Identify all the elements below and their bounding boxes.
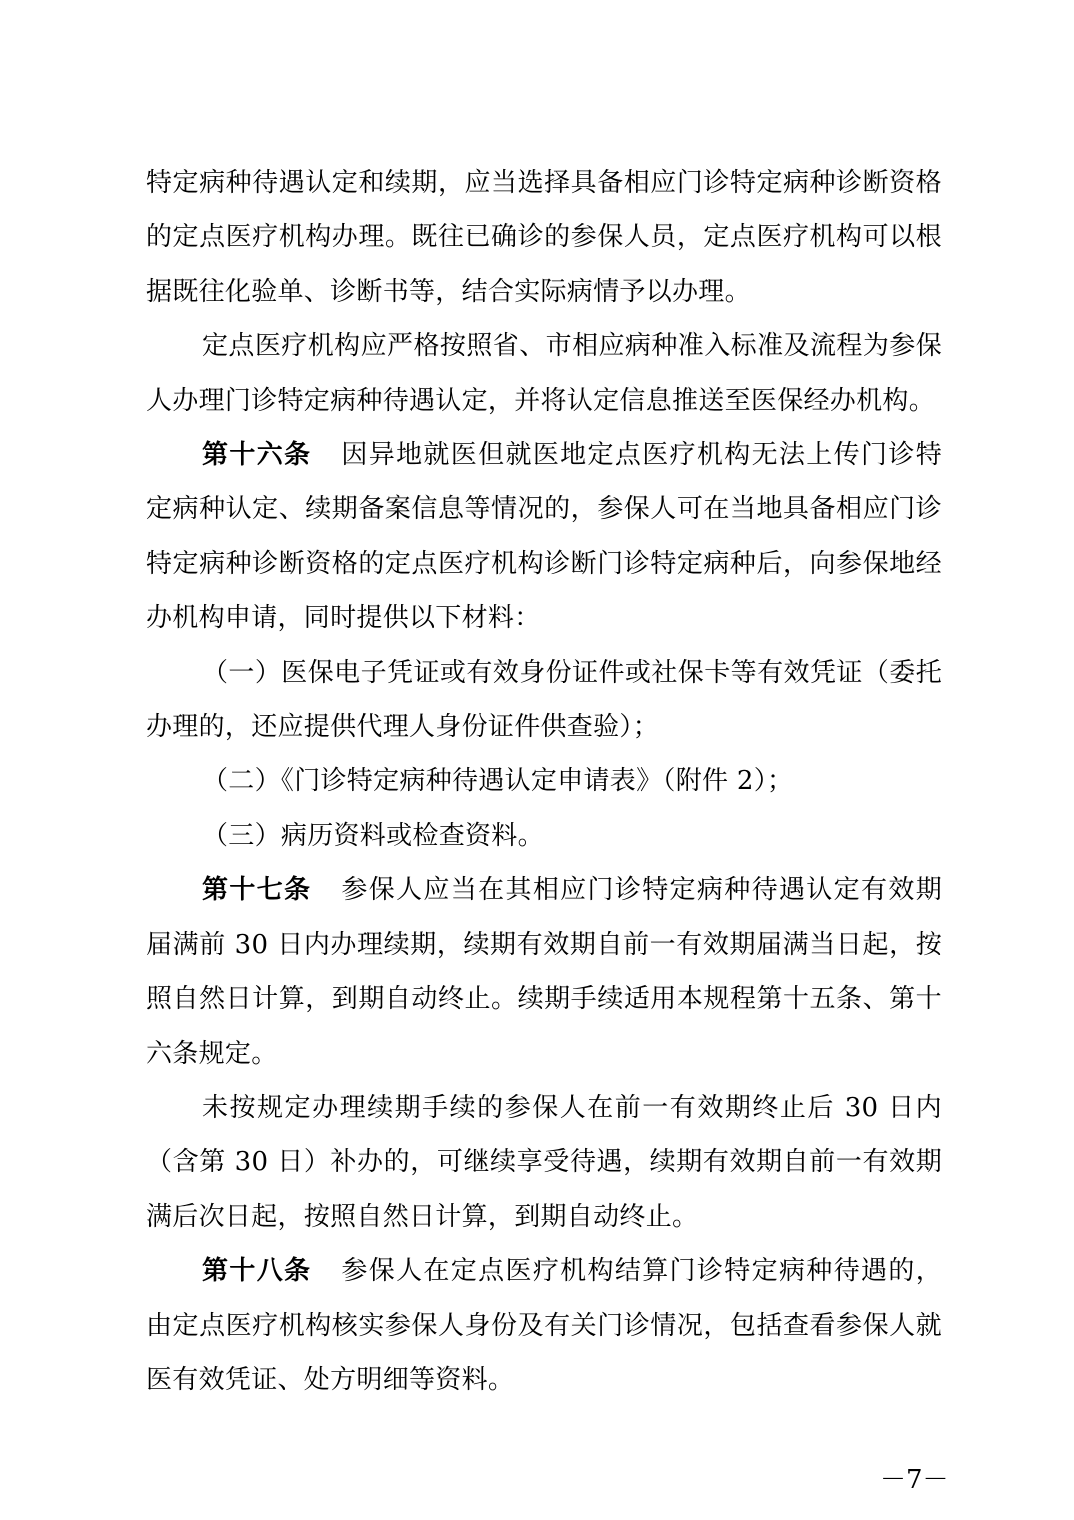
paragraph	[146, 1081, 942, 1244]
list-item	[146, 754, 942, 808]
list-item	[146, 809, 942, 863]
page-number: －7－	[880, 1465, 949, 1495]
article-text: 因异地就医但就医地定点医疗机构无法上传门诊特定病种认定、续期备案信息等情况的，参保人可在当地具备相应门诊特定病种诊断资格的定点医疗机构诊断门诊特定病种后，向参保地经办机构申请，同时提供以下材料：	[146, 440, 942, 634]
article-seventeen	[146, 863, 942, 1081]
article-title: 第十八条	[202, 1256, 312, 1287]
article-sixteen	[146, 428, 942, 646]
article-title: 第十六条	[202, 440, 312, 471]
article-title: 第十七条	[202, 875, 312, 906]
paragraph-continuation	[146, 156, 942, 319]
paragraph-text: 特定病种待遇认定和续期，应当选择具备相应门诊特定病种诊断资格的定点医疗机构办理。既往已确诊的参保人员，定点医疗机构可以根据既往化验单、诊断书等，结合实际病情予以办理。	[146, 168, 942, 307]
article-eighteen	[146, 1244, 942, 1407]
paragraph-text: 定点医疗机构应严格按照省、市相应病种准入标准及流程为参保人办理门诊特定病种待遇认定，并将认定信息推送至医保经办机构。	[146, 331, 942, 416]
list-item-text: （三）病历资料或检查资料。	[202, 820, 544, 851]
paragraph	[146, 319, 942, 428]
article-text: 参保人在定点医疗机构结算门诊特定病种待遇的，由定点医疗机构核实参保人身份及有关门诊情况，包括查看参保人就医有效凭证、处方明细等资料。	[146, 1256, 942, 1395]
paragraph-text: 未按规定办理续期手续的参保人在前一有效期终止后 30 日内（含第 30 日）补办的，可继续享受待遇，续期有效期自前一有效期满后次日起，按照自然日计算，到期自动终止。	[146, 1092, 942, 1232]
document-body	[146, 156, 942, 1407]
list-item-text: （二）《门诊特定病种待遇认定申请表》（附件 2）；	[202, 766, 794, 797]
article-text: 参保人应当在其相应门诊特定病种待遇认定有效期届满前 30 日内办理续期，续期有效期自前一有效期届满当日起，按照自然日计算，到期自动终止。续期手续适用本规程第十五条、第十六条规定。	[146, 875, 942, 1069]
list-item-text: （一）医保电子凭证或有效身份证件或社保卡等有效凭证（委托办理的，还应提供代理人身份证件供查验）；	[146, 657, 942, 743]
list-item	[146, 646, 942, 755]
